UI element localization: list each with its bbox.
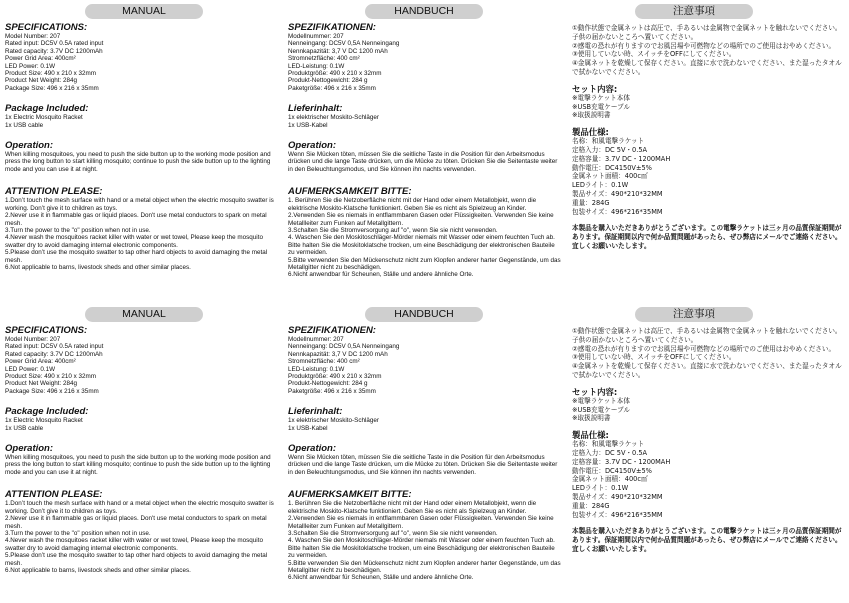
german-column <box>288 303 563 582</box>
package-line: 1x USB-Kabel <box>288 424 328 432</box>
spec-line: Model Number: 207 <box>5 33 61 40</box>
manual-header: MANUAL <box>85 4 203 19</box>
operation-text: When killing mosquitoes, you need to push the side button up to the working mode position and press the long button to start killing mosquito; continue to push the side button up to the lighting mode and you can use it at night. <box>5 151 271 173</box>
attention-line: 3.Schalten Sie die Stromversorgung auf "o", wenn Sie sie nicht verwenden. <box>288 226 498 234</box>
attention-line: 2.Never use it in flammable gas or liquid places. Don't use metal conductors to spark on metal mesh. <box>5 515 267 530</box>
notes-header: 注意事項 <box>635 4 753 19</box>
attention-line: 5.Please don’t use the mosquito swatter to tap other hard objects to avoid damaging the metal mesh. <box>5 552 268 567</box>
specifications-title: SPECIFICATIONS: <box>5 325 88 336</box>
spec-line: 名称：和風電撃ラケット <box>572 440 645 449</box>
attention-line: 2.Verwenden Sie es niemals in entflammbaren Gasen oder Flüssigkeiten. Verwenden Sie keine Metallleiter zum Funken auf Metallgittern. <box>288 212 554 227</box>
note-line: ②感電の恐れが有りますのでお風呂場や可燃物などの場所でのご使用はおやめください。 <box>572 344 836 353</box>
spec-line: Power Grid Area: 400cm² <box>5 55 76 63</box>
attention-line: 4. Waschen Sie den Moskitoschläger-Mörder niemals mit Wasser oder einem feuchten Tuch ab. Bitte halten Sie die Moskitoklatsche trocken, um eine Beschädigung der elektronischen Bauteile zu vermeiden. <box>288 537 555 560</box>
specifications-list <box>5 336 280 395</box>
spec-line: LED Power: 0.1W <box>5 365 56 373</box>
package-line: 1x USB-Kabel <box>288 121 328 129</box>
operation-title: Operation: <box>288 140 337 152</box>
spec-line: Stromnetzfläche: 400 cm² <box>288 358 360 366</box>
attention-line: 6.Not applicable to barns, livestock sheds and other similar places. <box>5 263 191 271</box>
spec-line: Produktgröße: 490 x 210 x 32mm <box>288 373 382 381</box>
attention-line: 5.Bitte verwenden Sie den Mückenschutz nicht zum Klopfen anderer harter Gegenstände, um das Metallgitter nicht zu beschädigen. <box>288 559 561 574</box>
specifications-title: SPEZIFIKATIONEN: <box>288 325 376 336</box>
note-line: ②感電の恐れが有りますのでお風呂場や可燃物などの場所でのご使用はおやめください。 <box>572 41 836 50</box>
spec-line: Paketgröße: 496 x 216 x 35mm <box>288 84 376 92</box>
english-column <box>5 303 280 574</box>
spec-line: Product Size: 490 x 210 x 32mm <box>5 373 97 381</box>
note-line: ③使用していない時、スイッチをOFFにしてください。 <box>572 353 736 362</box>
specifications-title: SPEZIFIKATIONEN: <box>288 22 376 33</box>
spec-line: 定格容量：3.7V DC・1200MAH <box>572 154 671 163</box>
spec-line: 定格容量：3.7V DC・1200MAH <box>572 457 671 466</box>
spec-line: Produktgröße: 490 x 210 x 32mm <box>288 70 382 78</box>
spec-line: 重量：284G <box>572 198 610 207</box>
spec-line: Rated input: DC5V 0.5A rated input <box>5 40 104 48</box>
set-line: ※USB充電ケーブル <box>572 102 631 111</box>
closing-text: 本製品を購入いただきありがとうございます。この電撃ラケットは三ヶ月の品質保証期間があります。保証期間以内で何か品質問題があったら、ぜひ弊店にメールでご連絡ください。宜しくお願いいたします。 <box>572 527 842 554</box>
attention-title: ATTENTION PLEASE: <box>5 186 103 198</box>
spec-line: 動作電圧：DC4150V±5% <box>572 466 652 475</box>
spec-line: 定格入力：DC 5V・0.5A <box>572 448 648 457</box>
note-line: ①動作状態で金属ネットは高圧で、手あるいは金属物で金属ネットを触れないでください。子供の届かないところへ置いてください。 <box>572 24 842 41</box>
spec-line: 名称：和風電撃ラケット <box>572 137 645 146</box>
attention-line: 4. Waschen Sie den Moskitoschläger-Mörder niemals mit Wasser oder einem feuchten Tuch ab. Bitte halten Sie die Moskitoklatsche trocken, um eine Beschädigung der elektronischen Bauteile zu vermeiden. <box>288 234 555 257</box>
spec-line: Modellnummer: 207 <box>288 33 344 40</box>
spec-title: 製品仕様: <box>572 430 609 441</box>
set-title: セット内容: <box>572 386 618 397</box>
notes-header: 注意事項 <box>635 307 753 322</box>
spec-line: LED-Leistung: 0.1W <box>288 365 345 373</box>
package-title: Lieferinhalt: <box>288 406 343 418</box>
attention-line: 1. Berühren Sie die Netzoberfläche nicht mit der Hand oder einem Metallobjekt, wenn die elektrische Moskito-Klatsche funktioniert. Geben Sie es nicht als Spielzeug an Kinder. <box>288 500 537 515</box>
set-title: セット内容: <box>572 83 618 94</box>
package-title: Package Included: <box>5 406 89 418</box>
spec-line: LEDライト：0.1W <box>572 181 629 190</box>
manual-sheet-top <box>0 0 849 300</box>
attention-line: 3.Turn the power to the "o" position when not in use. <box>5 226 151 234</box>
spec-title: 製品仕様: <box>572 127 609 138</box>
german-column <box>288 0 563 279</box>
spec-line: Rated input: DC5V 0.5A rated input <box>5 343 104 351</box>
operation-title: Operation: <box>5 140 54 152</box>
note-line: ③使用していない時、スイッチをOFFにしてください。 <box>572 50 736 59</box>
attention-line: 4.Never wash the mosquitoes racket killer with water or wet towel, Please keep the mosquito swatter dry to avoid damaging internal electronic components. <box>5 234 263 249</box>
spec-line: 包装サイズ：496*216*35MM <box>572 207 663 216</box>
package-line: 1x USB cable <box>5 424 44 432</box>
spec-line: Model Number: 207 <box>5 336 61 343</box>
spec-line: 動作電圧：DC4150V±5% <box>572 163 652 172</box>
japanese-column <box>572 303 844 554</box>
specifications-list <box>5 33 280 92</box>
spec-line: Produkt-Nettogewicht: 284 g <box>288 380 368 388</box>
spec-line: LED Power: 0.1W <box>5 62 56 70</box>
spec-line: Product Size: 490 x 210 x 32mm <box>5 70 97 78</box>
spec-line: 金属ネット面積：400c㎡ <box>572 475 648 484</box>
spec-line: Product Net Weight: 284g <box>5 380 77 388</box>
attention-line: 5.Please don’t use the mosquito swatter to tap other hard objects to avoid damaging the metal mesh. <box>5 249 268 264</box>
spec-line: Nennkapazität: 3,7 V DC 1200 mAh <box>288 350 388 358</box>
spec-line: Stromnetzfläche: 400 cm² <box>288 55 360 63</box>
spec-line: Package Size: 496 x 216 x 35mm <box>5 84 99 92</box>
attention-line: 2.Verwenden Sie es niemals in entflammbaren Gasen oder Flüssigkeiten. Verwenden Sie keine Metallleiter zum Funken auf Metallgittern. <box>288 515 554 530</box>
attention-line: 4.Never wash the mosquitoes racket killer with water or wet towel, Please keep the mosquito swatter dry to avoid damaging internal electronic components. <box>5 537 263 552</box>
specifications-list <box>288 336 563 395</box>
english-column <box>5 0 280 271</box>
attention-line: 5.Bitte verwenden Sie den Mückenschutz nicht zum Klopfen anderer harter Gegenstände, um das Metallgitter nicht zu beschädigen. <box>288 256 561 271</box>
attention-line: 6.Not applicable to barns, livestock sheds and other similar places. <box>5 566 191 574</box>
operation-text: When killing mosquitoes, you need to push the side button up to the working mode position and press the long button to start killing mosquito; continue to push the side button up to the lighting mode and you can use it at night. <box>5 454 271 476</box>
note-line: ④金属ネットを乾燥して保存ください。直接に水で洗わないでください、また湿ったタオルで拭かないでください。 <box>572 362 842 379</box>
set-line: ※取扱説明書 <box>572 414 611 423</box>
package-line: 1x Electric Mosquito Racket <box>5 114 83 122</box>
spec-line: Nennkapazität: 3,7 V DC 1200 mAh <box>288 47 388 55</box>
spec-line: Modellnummer: 207 <box>288 336 344 343</box>
spec-line: Rated capacity: 3.7V DC 1200mAh <box>5 350 103 358</box>
attention-line: 1. Berühren Sie die Netzoberfläche nicht mit der Hand oder einem Metallobjekt, wenn die elektrische Moskito-Klatsche funktioniert. Geben Sie es nicht als Spielzeug an Kinder. <box>288 197 537 212</box>
set-line: ※USB充電ケーブル <box>572 405 631 414</box>
spec-line: Rated capacity: 3.7V DC 1200mAh <box>5 47 103 55</box>
spec-line: 金属ネット面積：400c㎡ <box>572 172 648 181</box>
attention-line: 6.Nicht anwendbar für Scheunen, Ställe und andere ähnliche Orte. <box>288 574 474 582</box>
manual-header: MANUAL <box>85 307 203 322</box>
spec-line: Nenneingang: DC5V 0,5A Nenneingang <box>288 343 400 351</box>
set-line: ※電撃ラケット本体 <box>572 93 630 102</box>
note-line: ①動作状態で金属ネットは高圧で、手あるいは金属物で金属ネットを触れないでください。子供の届かないところへ置いてください。 <box>572 327 842 344</box>
package-line: 1x USB cable <box>5 121 44 129</box>
attention-line: 1.Don’t touch the mesh surface with hand or a metal object when the electric mosquito swatter is working. Don’t give it to children as toys. <box>5 500 274 515</box>
operation-text: Wenn Sie Mücken töten, müssen Sie die seitliche Taste in die Position für den Arbeitsmodus drücken und die lange Taste drücken, um die Mücke zu töten. Drücken Sie die Seitentaste weiter in den Beleuchtungsmodus, und Sie können ihn nachts verwenden. <box>288 454 558 476</box>
set-line: ※電撃ラケット本体 <box>572 396 630 405</box>
package-line: 1x Electric Mosquito Racket <box>5 417 83 425</box>
closing-text: 本製品を購入いただきありがとうございます。この電撃ラケットは三ヶ月の品質保証期間があります。保証期間以内で何か品質問題があったら、ぜひ弊店にメールでご連絡ください。宜しくお願いいたします。 <box>572 224 842 251</box>
package-title: Package Included: <box>5 103 89 115</box>
package-line: 1x elektrischer Moskito-Schläger <box>288 417 379 425</box>
handbuch-header: HANDBUCH <box>365 307 483 322</box>
attention-line: 1.Don’t touch the mesh surface with hand or a metal object when the electric mosquito swatter is working. Don’t give it to children as toys. <box>5 197 274 212</box>
spec-line: 包装サイズ：496*216*35MM <box>572 510 663 519</box>
attention-line: 6.Nicht anwendbar für Scheunen, Ställe und andere ähnliche Orte. <box>288 271 474 279</box>
attention-title: ATTENTION PLEASE: <box>5 489 103 501</box>
set-line: ※取扱説明書 <box>572 111 611 120</box>
spec-line: LED-Leistung: 0.1W <box>288 62 345 70</box>
specifications-list <box>288 33 563 92</box>
operation-text: Wenn Sie Mücken töten, müssen Sie die seitliche Taste in die Position für den Arbeitsmodus drücken und die lange Taste drücken, um die Mücke zu töten. Drücken Sie die Seitentaste weiter in den Beleuchtungsmodus, und Sie können ihn nachts verwenden. <box>288 151 558 173</box>
spec-line: Package Size: 496 x 216 x 35mm <box>5 387 99 395</box>
note-line: ④金属ネットを乾燥して保存ください。直接に水で洗わないでください、また湿ったタオルで拭かないでください。 <box>572 59 842 76</box>
spec-line: LEDライト：0.1W <box>572 484 629 493</box>
spec-line: Product Net Weight: 284g <box>5 77 77 85</box>
package-title: Lieferinhalt: <box>288 103 343 115</box>
spec-line: 製品サイズ：490*210*32MM <box>572 189 663 198</box>
manual-sheet-bottom <box>0 303 849 603</box>
spec-line: Nenneingang: DC5V 0,5A Nenneingang <box>288 40 400 48</box>
spec-line: Power Grid Area: 400cm² <box>5 358 76 366</box>
attention-line: 3.Schalten Sie die Stromversorgung auf "o", wenn Sie sie nicht verwenden. <box>288 529 498 537</box>
japanese-column <box>572 0 844 251</box>
attention-title: AUFMERKSAMKEIT BITTE: <box>288 489 412 501</box>
package-line: 1x elektrischer Moskito-Schläger <box>288 114 379 122</box>
specifications-title: SPECIFICATIONS: <box>5 22 88 33</box>
handbuch-header: HANDBUCH <box>365 4 483 19</box>
attention-title: AUFMERKSAMKEIT BITTE: <box>288 186 412 198</box>
spec-line: 重量：284G <box>572 501 610 510</box>
spec-line: Produkt-Nettogewicht: 284 g <box>288 77 368 85</box>
spec-line: 製品サイズ：490*210*32MM <box>572 492 663 501</box>
attention-line: 2.Never use it in flammable gas or liquid places. Don't use metal conductors to spark on metal mesh. <box>5 212 267 227</box>
attention-line: 3.Turn the power to the "o" position when not in use. <box>5 529 151 537</box>
spec-line: Paketgröße: 496 x 216 x 35mm <box>288 387 376 395</box>
spec-line: 定格入力：DC 5V・0.5A <box>572 145 648 154</box>
operation-title: Operation: <box>288 443 337 455</box>
operation-title: Operation: <box>5 443 54 455</box>
